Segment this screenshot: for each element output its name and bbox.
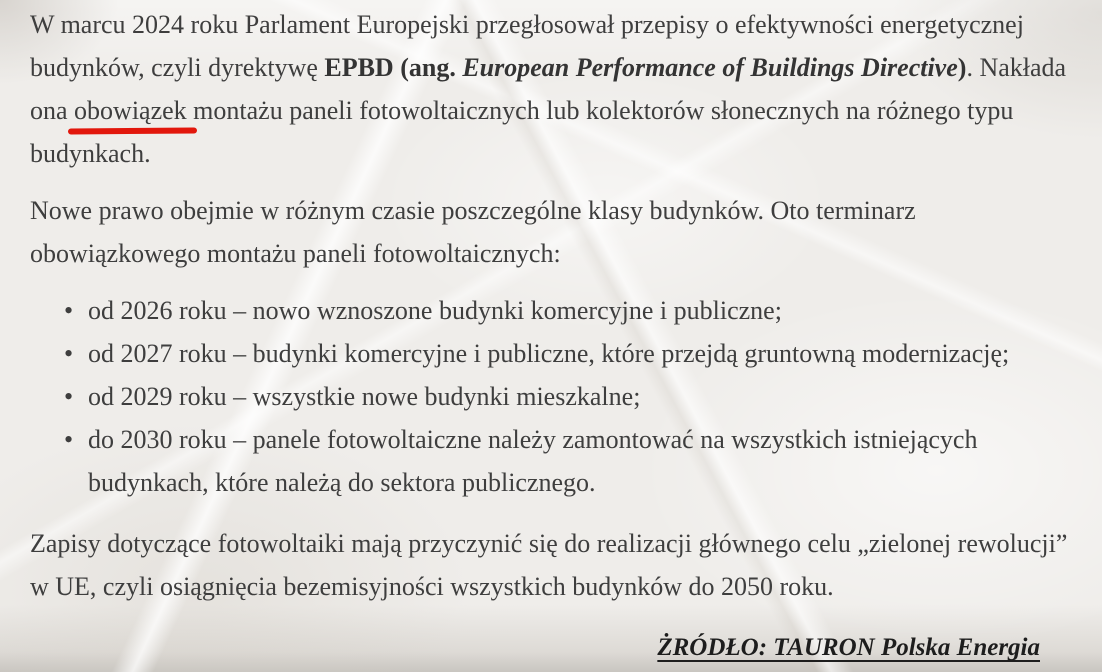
source-attribution: ŻRÓDŁO: TAURON Polska Energia [657,634,1040,661]
intro-tail-text: montażu paneli fotowoltaicznych lub kolektorów słonecznych na różnego typu budynkach. [30,96,1014,168]
deadline-list [30,289,1074,504]
paragraph-intro [30,3,1074,175]
deadline-item-2026: • od 2026 roku – nowo wznoszone budynki komercyjne i publiczne; [64,289,1074,332]
red-underlined-word: obowiązek [74,96,187,125]
deadline-item-2030: • do 2030 roku – panele fotowoltaiczne należy zamontować na wszystkich istniejących budynkach, które należą do sektora publicznego. [64,418,1074,504]
source-row [30,626,1074,669]
epbd-abbreviation-close: ) [957,53,967,82]
paragraph-schedule-intro: Nowe prawo obejmie w różnym czasie poszczególne klasy budynków. Oto terminarz obowiązkowego montażu paneli fotowoltaicznych: [30,196,916,268]
article-content [30,3,1074,669]
intro-lead-text: W marcu 2024 roku Parlament Europejski przegłosował przepisy o efektywności energetycznej budynków, czyli dyrektywę [30,10,1024,82]
paragraph-goal: Zapisy dotyczące fotowoltaiki mają przyczynić się do realizacji głównego celu „zielonej rewolucji” w UE, czyli osiągnięcia bezemisyjności wszystkich budynków do 2050 roku. [30,529,1068,601]
directive-full-name: European Performance of Buildings Directive [462,53,958,82]
epbd-abbreviation: EPBD (ang. [324,53,463,82]
intro-mid-text: . Nakłada ona [30,53,1067,125]
deadline-item-2029: • od 2029 roku – wszystkie nowe budynki mieszkalne; [64,375,1074,418]
deadline-item-2027: • od 2027 roku – budynki komercyjne i publiczne, które przejdą gruntowną modernizację; [64,332,1074,375]
